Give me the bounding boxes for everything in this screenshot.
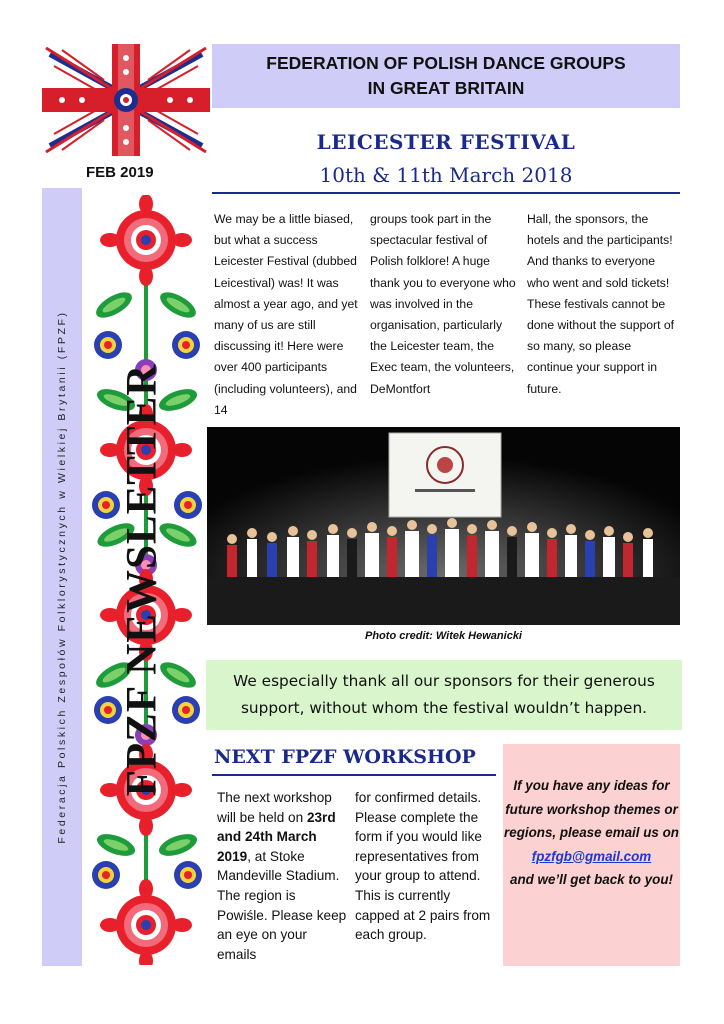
- workshop-intro: The next workshop will be held on: [217, 790, 332, 825]
- article-column-2: groups took part in the spectacular festival of Polish folklore! A huge thank you to everyone who was involved in the organisation, particularly the Leicester team, the Exec team, the volunteers, DeMontfort: [370, 212, 516, 396]
- article-column-3: Hall, the sponsors, the hotels and the participants! And thanks to everyone who went and sold tickets! These festivals cannot be done without the support of so many, so please continue your support in future.: [527, 212, 675, 396]
- workshop-column-2: for confirmed details. Please complete the form if you would like representatives from your group to attend. This is currently capped at 2 pairs from each group.: [355, 790, 491, 943]
- workshop-ideas-box: [503, 744, 680, 966]
- workshop-title-rule: [212, 774, 496, 776]
- workshop-details: , at Stoke Mandeville Stadium. The region is Powiśle. Please keep an eye on your emails: [217, 848, 347, 962]
- sponsor-thanks-banner: [206, 660, 682, 730]
- email-link[interactable]: fpzfgb@gmail.com: [531, 848, 652, 864]
- thanks-line-1: We especially thank all our sponsors for their generous: [233, 672, 655, 690]
- header-line-1: FEDERATION OF POLISH DANCE GROUPS: [266, 53, 626, 73]
- workshop-title: NEXT FPZF WORKSHOP: [214, 746, 476, 768]
- ideas-closing: and we’ll get back to you!: [510, 872, 673, 887]
- newsletter-title: FPZF NEWSLETTER: [118, 363, 166, 797]
- federation-polish-name: Federacja Polskich Zespołów Folklorystycznych w Wielkiej Brytanii (FPZF): [56, 310, 68, 844]
- workshop-dates: 23rd and 24th March 2019: [217, 809, 336, 864]
- vertical-sidebar: [42, 188, 82, 966]
- photo-credit: Photo credit: Witek Hewanicki: [365, 630, 522, 642]
- federation-header: [212, 44, 680, 108]
- issue-date: FEB 2019: [86, 164, 154, 181]
- header-line-2: IN GREAT BRITAIN: [367, 78, 525, 98]
- festival-stage-photo: [207, 427, 680, 625]
- festival-title: LEICESTER FESTIVAL: [316, 130, 576, 154]
- thanks-line-2: support, without whom the festival wouldn’t happen.: [240, 699, 648, 717]
- ideas-text: If you have any ideas for future workshop themes or regions, please email us on: [504, 778, 679, 840]
- article-column-1: We may be a little biased, but what a success Leicester Festival (dubbed Leicestival) was! It was almost a year ago, and yet many of us are still discussing it! Here were over 400 participants (including volunteers), and 14: [214, 212, 358, 417]
- festival-title-rule: [212, 192, 680, 194]
- festival-dates: 10th & 11th March 2018: [319, 163, 573, 187]
- union-jack-folk-logo: [42, 44, 210, 156]
- workshop-column-1: [217, 788, 349, 964]
